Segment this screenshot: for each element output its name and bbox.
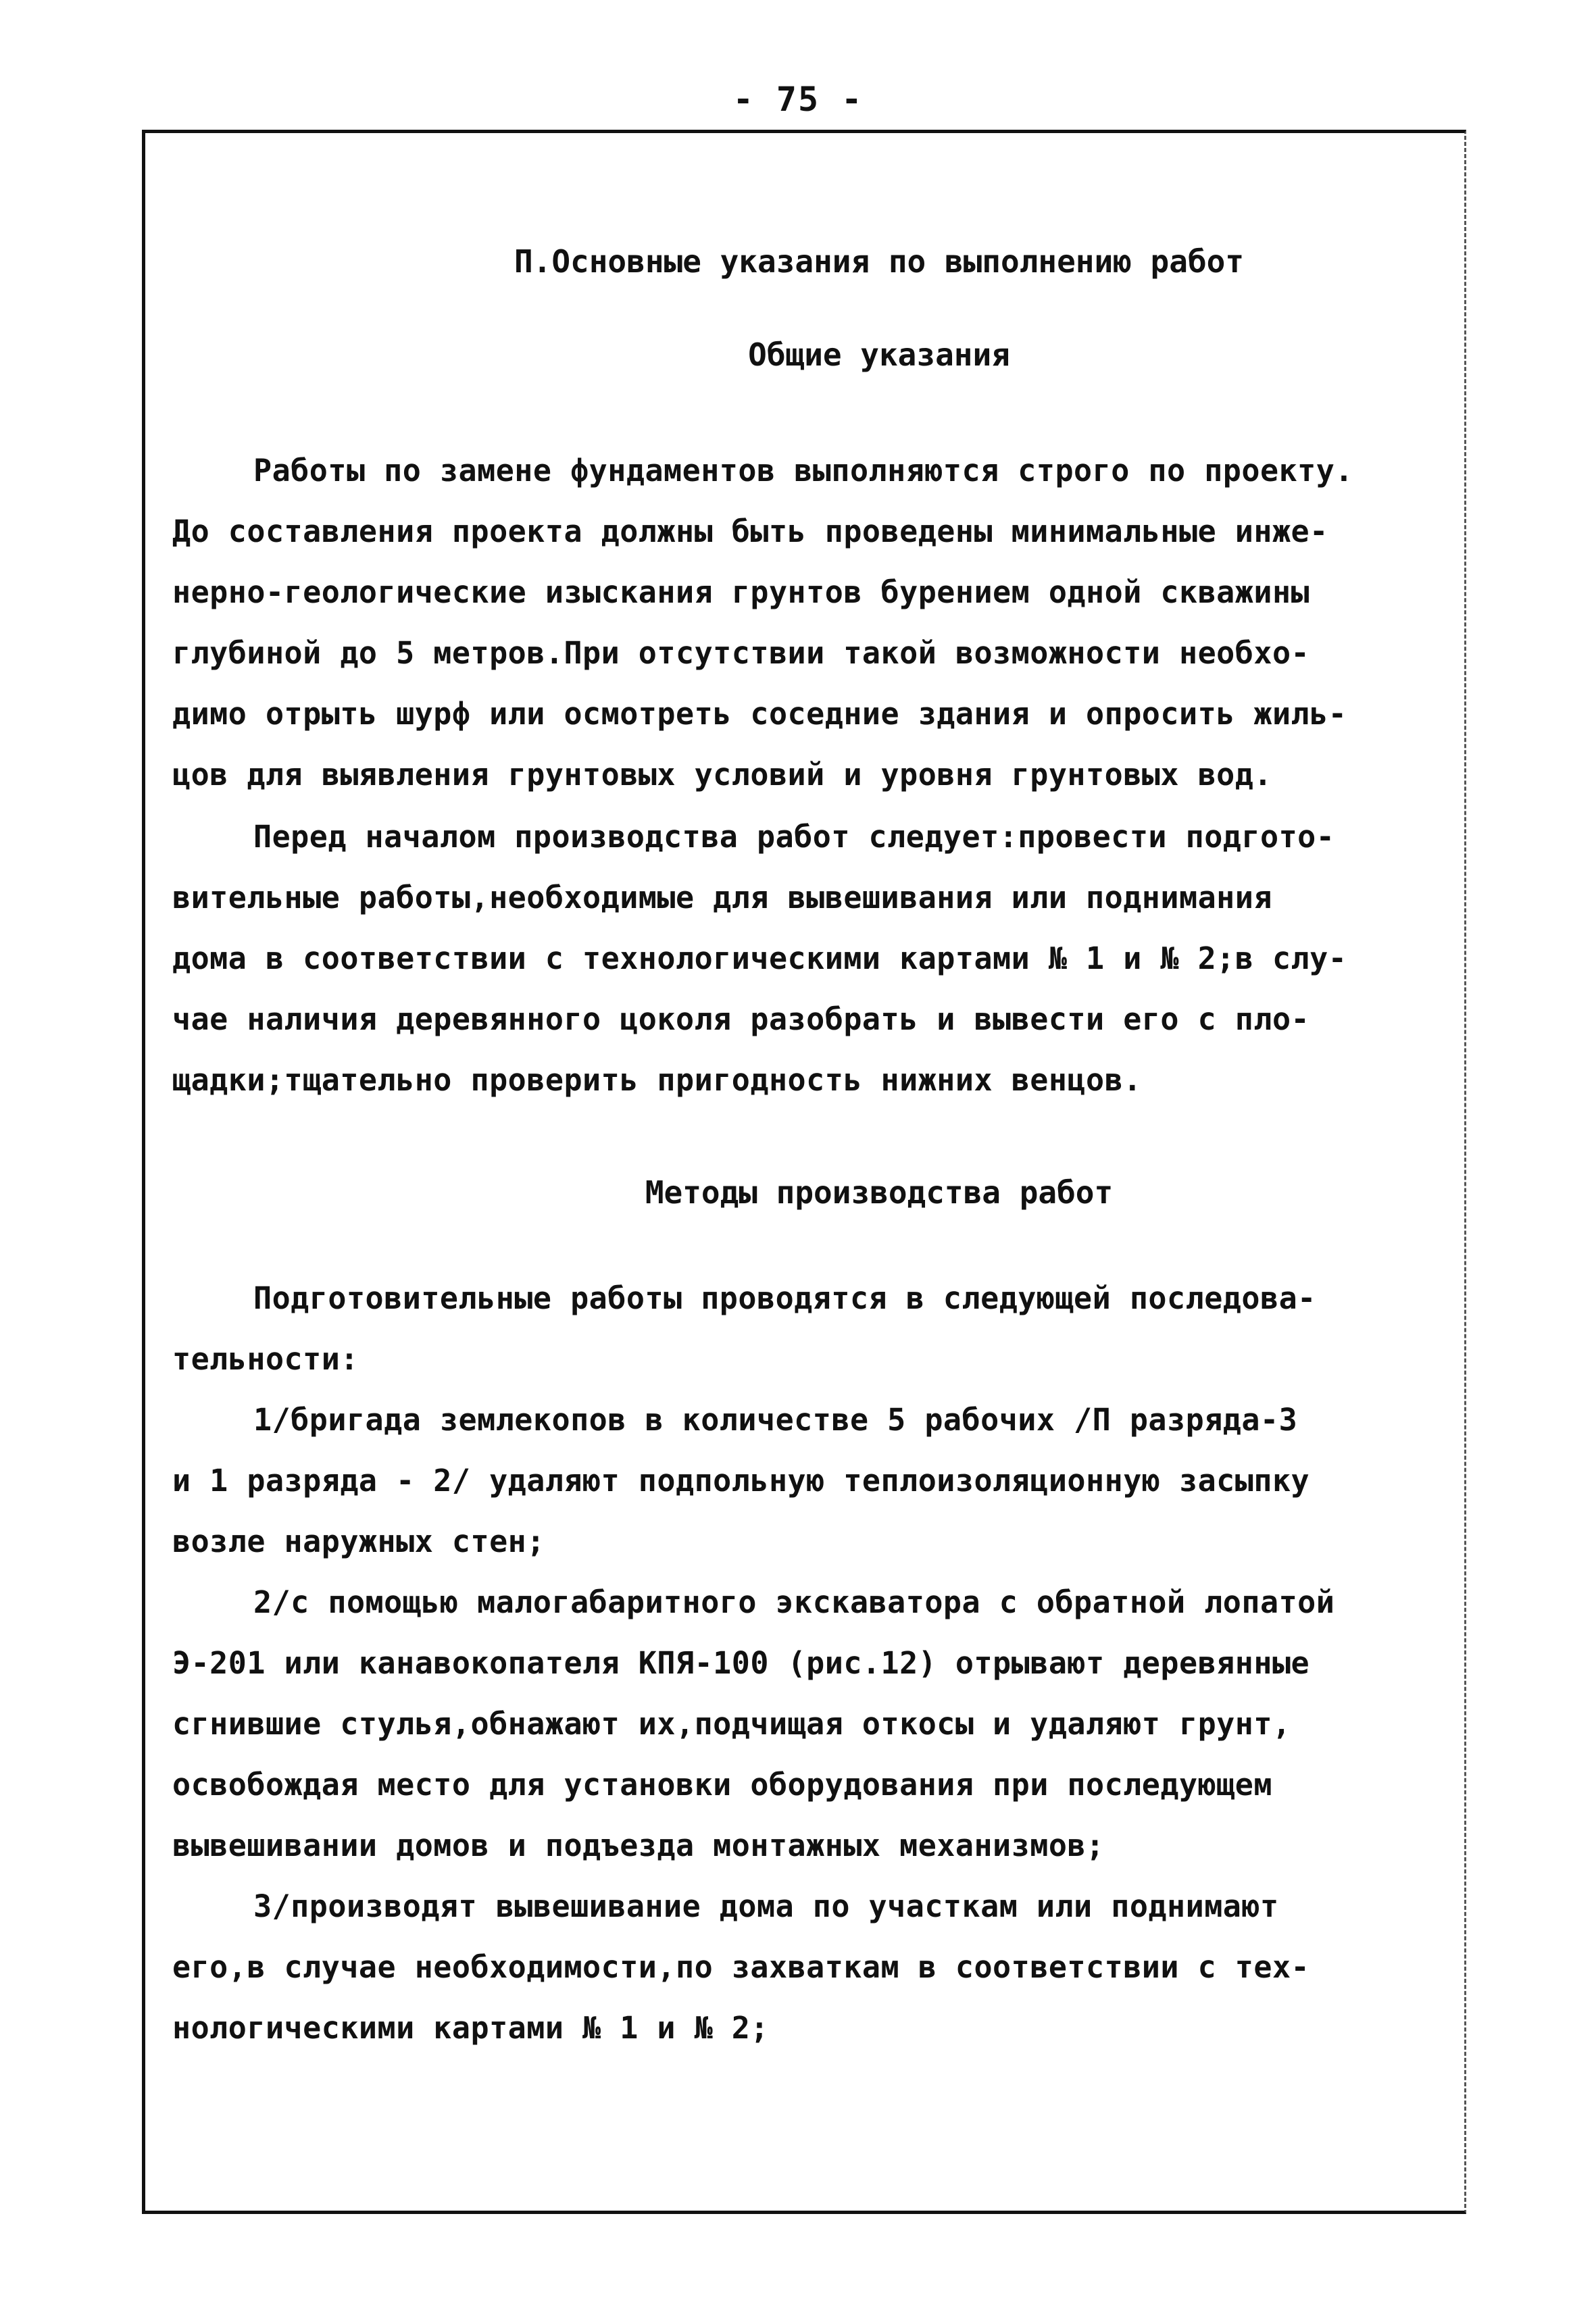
- page-number: - 75 -: [732, 80, 864, 119]
- list-item-line: сгнившие стулья,обнажают их,подчищая откосы и удаляют грунт,: [172, 1706, 1291, 1742]
- list-item-line: возле наружных стен;: [172, 1524, 545, 1559]
- list-item-line: его,в случае необходимости,по захваткам в соответствии с тех-: [172, 1949, 1310, 1985]
- paragraph-line: Подготовительные работы проводятся в следующей последова-: [253, 1280, 1316, 1316]
- paragraph-line: чае наличия деревянного цоколя разобрать и вывести его с пло-: [172, 1001, 1310, 1037]
- list-item-line: 2/с помощью малогабаритного экскаватора с обратной лопатой: [253, 1584, 1335, 1620]
- methods-title: Методы производства работ: [645, 1174, 1114, 1211]
- list-item-line: нологическими картами № 1 и № 2;: [172, 2010, 769, 2046]
- paragraph-line: щадки;тщательно проверить пригодность нижних венцов.: [172, 1062, 1142, 1098]
- list-item-line: 3/производят вывешивание дома по участкам или поднимают: [253, 1888, 1279, 1924]
- paragraph-line: Работы по замене фундаментов выполняются строго по проекту.: [253, 453, 1353, 488]
- list-item-line: 1/бригада землекопов в количестве 5 рабочих /П разряда-3: [253, 1402, 1298, 1438]
- paragraph-line: дома в соответствии с технологическими картами № 1 и № 2;в слу-: [172, 940, 1347, 976]
- list-item-line: освобождая место для установки оборудования при последующем: [172, 1767, 1272, 1803]
- paragraph-line: вительные работы,необходимые для вывешивания или поднимания: [172, 880, 1272, 915]
- paragraph-line: цов для выявления грунтовых условий и уровня грунтовых вод.: [172, 757, 1272, 793]
- list-item-line: Э-201 или канавокопателя КПЯ-100 (рис.12) отрывают деревянные: [172, 1645, 1310, 1681]
- list-item-line: вывешивании домов и подъезда монтажных механизмов;: [172, 1828, 1105, 1863]
- paragraph-line: нерно-геологические изыскания грунтов бурением одной скважины: [172, 574, 1310, 610]
- paragraph-line: димо отрыть шурф или осмотреть соседние здания и опросить жиль-: [172, 696, 1347, 732]
- paragraph-line: До составления проекта должны быть проведены минимальные инже-: [172, 513, 1328, 549]
- paragraph-line: глубиной до 5 метров.При отсутствии такой возможности необхо-: [172, 635, 1310, 671]
- section-title: П.Основные указания по выполнению работ: [514, 243, 1245, 280]
- paragraph-line: Перед началом производства работ следует:провести подгото-: [253, 819, 1335, 855]
- paragraph-line: тельности:: [172, 1341, 359, 1377]
- section-subtitle: Общие указания: [748, 336, 1010, 373]
- list-item-line: и 1 разряда - 2/ удаляют подпольную теплоизоляционную засыпку: [172, 1463, 1310, 1499]
